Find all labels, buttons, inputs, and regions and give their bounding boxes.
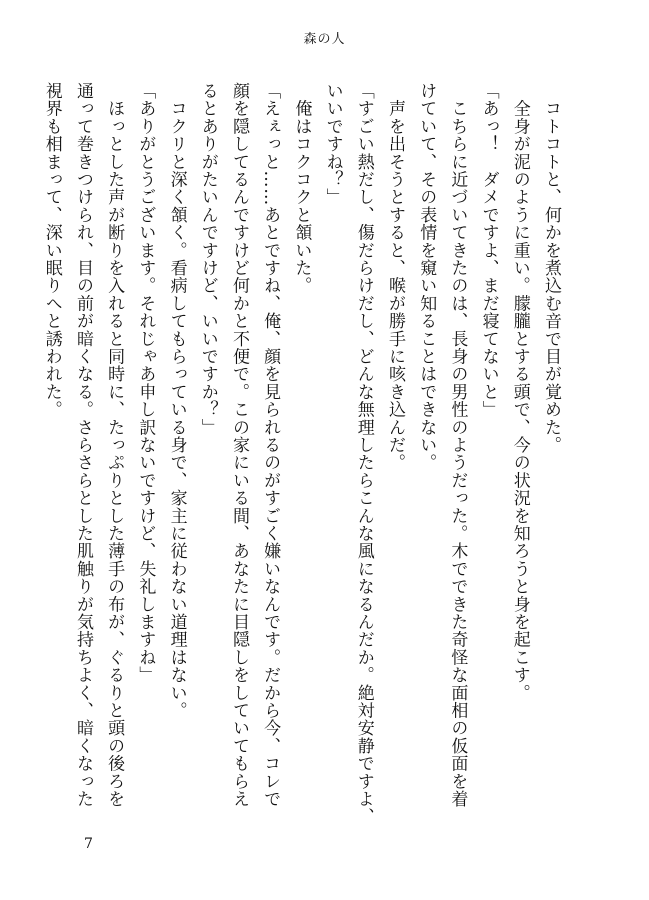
text-line: けていて、その表情を窺い知ることはできない。 — [416, 82, 437, 472]
text-line: 全身が泥のように重い。朦朧とする頭で、今の状況を知ろうと身を起こす。 — [509, 82, 530, 702]
text-line: コクリと深く頷く。看病してもらっている身で、家主に従わない道理はない。 — [166, 82, 187, 720]
text-line: 俺はコクコクと頷いた。 — [291, 82, 312, 295]
text-line: いいですね？」 — [322, 82, 343, 206]
text-line: 顔を隠してるんですけど何かと不便で。この家にいる間、あなたに目隠しをしていてもらえ — [228, 82, 249, 808]
text-line: るとありがたいんですけど、いいですか？」 — [197, 82, 218, 436]
text-line: 「えぇっと……あとですね、俺、顔を見られるのがすごく嫌いなんです。だから今、コレで — [260, 82, 281, 808]
text-line: 声を出そうとすると、喉が勝手に咳き込んだ。 — [384, 82, 405, 472]
text-line: 通って巻きつけられ、目の前が暗くなる。さらさらとした肌触りが気持ちよく、暗くなった — [72, 82, 93, 808]
running-header: 森の人 — [303, 32, 346, 47]
text-line: 「ありがとうございます。それじゃあ申し訳ないですけど、失礼しますね」 — [135, 82, 156, 684]
text-line: こちらに近づいてきたのは、長身の男性のようだった。木でできた奇怪な面相の仮面を着 — [447, 82, 468, 808]
text-line: コトコトと、何かを煮込む音で目が覚めた。 — [541, 82, 561, 454]
text-line: ほっとした声が断りを入れると同時に、たっぷりとした薄手の布が、ぐるりと頭の後ろを — [104, 82, 125, 808]
body-text — [36, 82, 566, 826]
text-line: 「すごい熱だし、傷だらけだし、どんな無理したらこんな風になるんだか。絶対安静ですよ、 — [353, 82, 374, 826]
page-number: 7 — [84, 836, 93, 852]
text-line: 「あっ！ ダメですよ、まだ寝てないと」 — [478, 82, 499, 419]
text-line: 視界も相まって、深い眠りへと誘われた。 — [41, 82, 62, 419]
